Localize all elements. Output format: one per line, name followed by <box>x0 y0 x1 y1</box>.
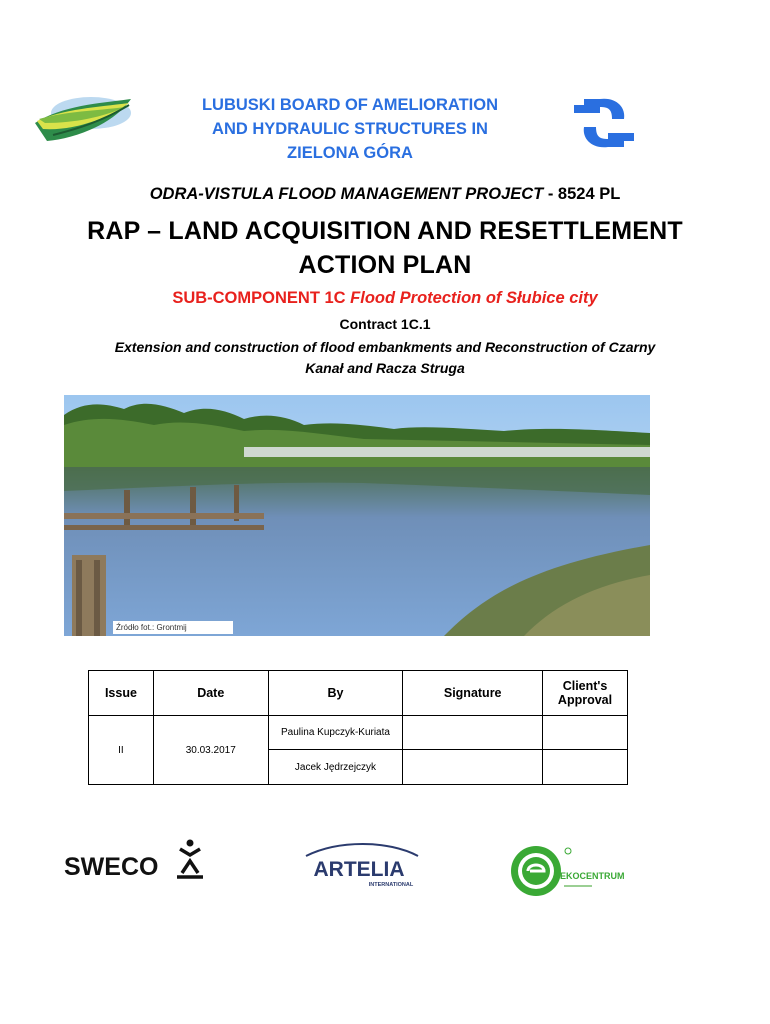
project-name <box>0 185 770 204</box>
contract-number: Contract 1C.1 <box>339 316 431 332</box>
sub-component-italic: Flood Protection of Słubice city <box>350 289 598 307</box>
cell-date: 30.03.2017 <box>153 716 268 785</box>
board-title <box>150 93 550 165</box>
river-photo-illustration <box>64 395 650 636</box>
photo-credit: Źródło fot.: Grontmij <box>113 621 233 634</box>
header-date: Date <box>153 671 268 716</box>
project-code: - 8524 PL <box>543 185 621 203</box>
board-landscape-logo <box>33 95 133 143</box>
header-approval-line-2: Approval <box>557 693 613 707</box>
sweco-logo-text: SWECO <box>64 853 159 881</box>
header-by: By <box>268 671 403 716</box>
artelia-logo-text: ARTELIA <box>313 858 405 881</box>
issue-table <box>88 670 628 785</box>
river-photo <box>64 395 650 636</box>
sub-component-label: SUB-COMPONENT 1C <box>172 289 351 307</box>
cell-approval-1 <box>543 716 628 750</box>
table-row <box>89 716 628 750</box>
handshake-logo <box>570 93 638 153</box>
header-approval-line-1: Client's <box>562 679 608 693</box>
artelia-logo <box>288 838 430 890</box>
document-title-line-2: ACTION PLAN <box>298 251 472 279</box>
cell-by-2: Jacek Jędrzejczyk <box>268 750 403 785</box>
cell-signature-1 <box>403 716 543 750</box>
board-title-line-3: ZIELONA GÓRA <box>287 144 413 162</box>
sweco-logo <box>62 835 222 885</box>
table-header-row <box>89 671 628 716</box>
header-clients-approval <box>543 671 628 716</box>
contract-description-line-2: Kanał and Racza Struga <box>305 360 465 376</box>
contract-description <box>0 337 770 379</box>
document-title-line-1: RAP – LAND ACQUISITION AND RESETTLEMENT <box>87 217 683 245</box>
header-signature: Signature <box>403 671 543 716</box>
cell-approval-2 <box>543 750 628 785</box>
cell-by-1: Paulina Kupczyk-Kuriata <box>268 716 403 750</box>
sub-component-heading <box>0 289 770 308</box>
header-issue: Issue <box>89 671 154 716</box>
document-title <box>0 214 770 282</box>
cell-issue: II <box>89 716 154 785</box>
board-title-line-2: AND HYDRAULIC STRUCTURES IN <box>212 120 488 138</box>
ekocentrum-logo-text: EKOCENTRUM <box>560 871 625 881</box>
contract-description-line-1: Extension and construction of flood embankments and Reconstruction of Czarny <box>114 339 656 355</box>
artelia-logo-subtext: INTERNATIONAL <box>368 882 414 888</box>
project-name-italic: ODRA-VISTULA FLOOD MANAGEMENT PROJECT <box>149 185 544 203</box>
cell-signature-2 <box>403 750 543 785</box>
board-title-line-1: LUBUSKI BOARD OF AMELIORATION <box>201 96 499 114</box>
ekocentrum-logo <box>508 845 633 897</box>
